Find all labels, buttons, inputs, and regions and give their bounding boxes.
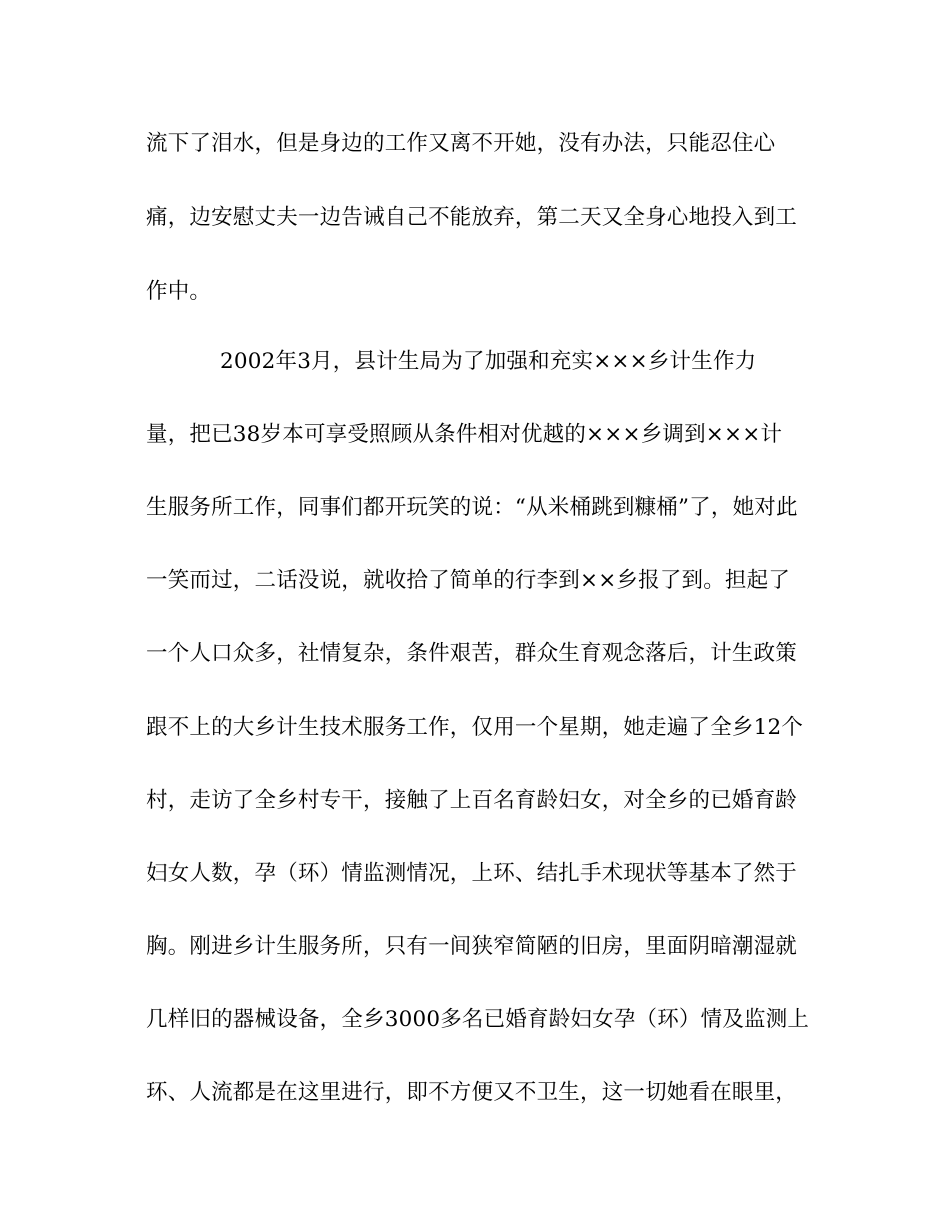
- text-line: 作中。: [146, 279, 212, 304]
- text-line: 几样旧的器械设备，全乡3000多名已婚育龄妇女孕（环）情及监测上: [146, 1007, 810, 1032]
- text-line: 妇女人数，孕（环）情监测情况，上环、结扎手术现状等基本了然于: [146, 861, 798, 886]
- text-line: 一笑而过，二话没说，就收拾了简单的行李到××乡报了到。担起了: [146, 568, 791, 593]
- text-line: 流下了泪水，但是身边的工作又离不开她，没有办法，只能忍住心: [146, 131, 776, 156]
- text-line: 量，把已38岁本可享受照顾从条件相对优越的×××乡调到×××计: [146, 422, 783, 447]
- text-line: 环、人流都是在这里进行，即不方便又不卫生，这一切她看在眼里，: [146, 1080, 798, 1105]
- text-line: 村，走访了全乡村专干，接触了上百名育龄妇女，对全乡的已婚育龄: [146, 788, 798, 813]
- text-line: 生服务所工作，同事们都开玩笑的说：“从米桶跳到糠桶”了，她对此: [146, 495, 798, 520]
- text-line: 痛，边安慰丈夫一边告诫自己不能放弃，第二天又全身心地投入到工: [146, 205, 798, 230]
- paragraph-first-line: 2002年3月，县计生局为了加强和充实×××乡计生作力: [220, 349, 757, 374]
- text-line: 跟不上的大乡计生技术服务工作，仅用一个星期，她走遍了全乡12个: [146, 715, 804, 740]
- text-line: 胸。刚进乡计生服务所，只有一间狭窄简陋的旧房，里面阴暗潮湿就: [146, 934, 798, 959]
- text-line: 一个人口众多，社情复杂，条件艰苦，群众生育观念落后，计生政策: [146, 641, 798, 666]
